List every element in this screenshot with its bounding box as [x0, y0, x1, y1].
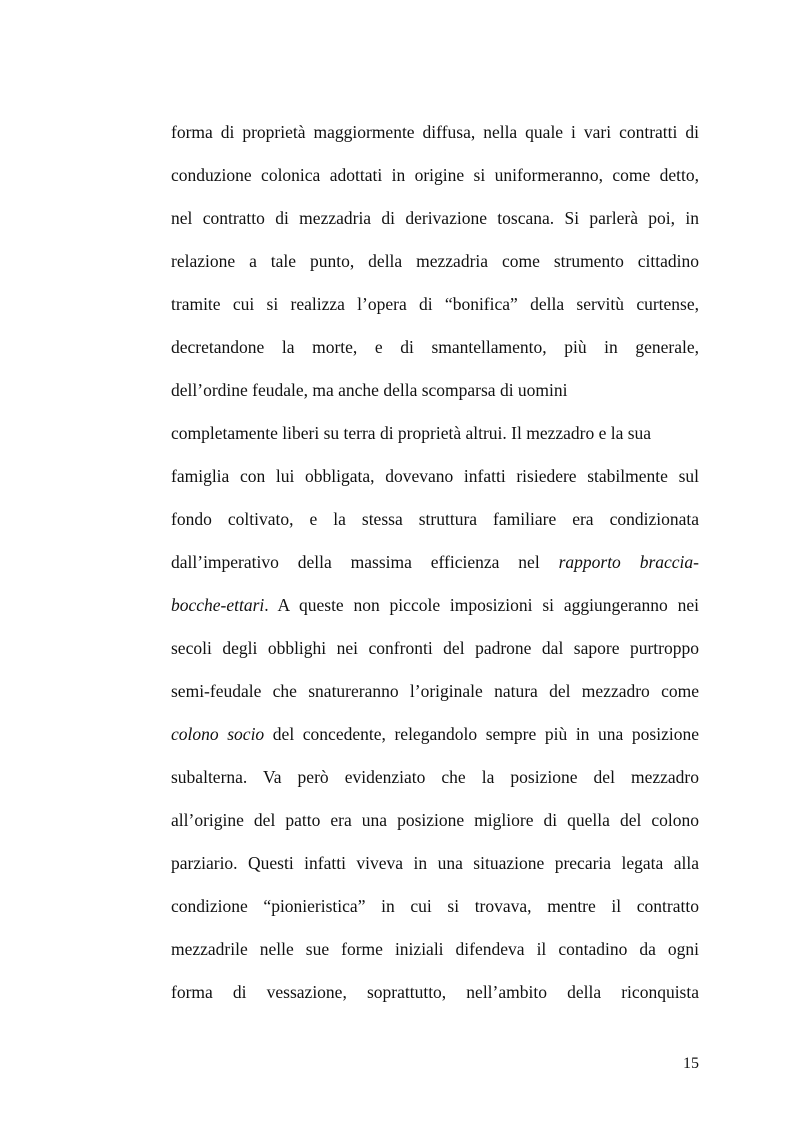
text-run: semi-feudale che snatureranno l’originale natura del mezzadro come — [171, 681, 699, 701]
text-run: decretandone la morte, e di smantellamento, più in generale, — [171, 337, 699, 357]
text-line — [171, 498, 699, 541]
text-run: dell’ordine feudale, ma anche della scomparsa di uomini — [171, 380, 568, 400]
text-run: mezzadrile nelle sue forme iniziali difendeva il contadino da ogni — [171, 939, 699, 959]
text-run: forma di proprietà maggiormente diffusa, nella quale i vari contratti di — [171, 122, 699, 142]
text-run: parziario. Questi infatti viveva in una situazione precaria legata alla — [171, 853, 699, 873]
text-line — [171, 412, 699, 455]
text-run: del concedente, relegandolo sempre più in una posizione — [264, 724, 699, 744]
text-run: tramite cui si realizza l’opera di “bonifica” della servitù curtense, — [171, 294, 699, 314]
text-line — [171, 283, 699, 326]
text-line — [171, 369, 699, 412]
text-line — [171, 240, 699, 283]
text-line — [171, 455, 699, 498]
body-text — [171, 111, 699, 1014]
text-line — [171, 197, 699, 240]
text-line — [171, 799, 699, 842]
text-line — [171, 154, 699, 197]
italic-text-run: bocche-ettari — [171, 595, 265, 615]
text-line — [171, 584, 699, 627]
text-line — [171, 971, 699, 1014]
text-run: all’origine del patto era una posizione migliore di quella del colono — [171, 810, 699, 830]
text-run: secoli degli obblighi nei confronti del padrone dal sapore purtroppo — [171, 638, 699, 658]
text-run: fondo coltivato, e la stessa struttura familiare era condizionata — [171, 509, 699, 529]
text-line — [171, 885, 699, 928]
text-run: dall’imperativo della massima efficienza nel — [171, 552, 559, 572]
italic-text-run: colono socio — [171, 724, 265, 744]
text-line — [171, 627, 699, 670]
text-line — [171, 670, 699, 713]
text-line — [171, 928, 699, 971]
text-line — [171, 326, 699, 369]
text-run: forma di vessazione, soprattutto, nell’ambito della riconquista — [171, 982, 699, 1002]
text-line — [171, 842, 699, 885]
text-line — [171, 713, 699, 756]
text-run: . A queste non piccole imposizioni si aggiungeranno nei — [264, 595, 699, 615]
text-run: condizione “pionieristica” in cui si trovava, mentre il contratto — [171, 896, 699, 916]
text-run: subalterna. Va però evidenziato che la posizione del mezzadro — [171, 767, 699, 787]
text-run: completamente liberi su terra di proprietà altrui. Il mezzadro e la sua — [171, 423, 652, 443]
text-run: conduzione colonica adottati in origine si uniformeranno, come detto, — [171, 165, 699, 185]
text-run: famiglia con lui obbligata, dovevano infatti risiedere stabilmente sul — [171, 466, 699, 486]
text-line — [171, 756, 699, 799]
text-run: nel contratto di mezzadria di derivazione toscana. Si parlerà poi, in — [171, 208, 699, 228]
italic-text-run: rapporto braccia- — [558, 552, 699, 572]
text-line — [171, 541, 699, 584]
text-run: relazione a tale punto, della mezzadria come strumento cittadino — [171, 251, 699, 271]
text-line — [171, 111, 699, 154]
page-number: 15 — [683, 1055, 699, 1072]
